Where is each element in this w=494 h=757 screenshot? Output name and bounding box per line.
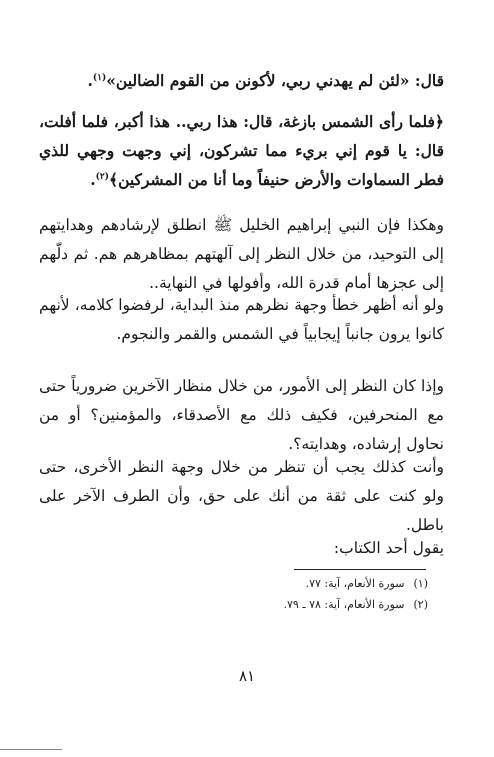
footnote-2 xyxy=(284,595,428,615)
footnote-number: (١) xyxy=(413,577,428,590)
footnote-number: (٢) xyxy=(413,598,428,611)
quote-tail: . xyxy=(87,71,93,90)
paragraph-body-3: وإذا كان النظر إلى الأمور، من خلال منظار الآخرين ضرورياً حتى مع المنحرفين، فكيف ذلك مع الأصدقاء، والمؤمنين؟ أو من نحاول إرشاده، وهدايته؟. xyxy=(39,377,444,453)
quote-text: قال: «لئن لم يهدني ربي، لأكونن من القوم الضالين» xyxy=(106,71,444,90)
verse-text: ﴿فلما رأى الشمس بازغة، قال: هذا ربي.. هذا أكبر، فلما أفلت، قال: يا قوم إني بريء مما تشركون، إني وجهت وجهي للذي فطر السماوات والأرض حنيفاً وما أنا من المشركين﴾ xyxy=(39,112,444,189)
paragraph-body-5: يقول أحد الكتاب: xyxy=(333,539,444,557)
footnote-ref: (٢) xyxy=(95,171,109,182)
paragraph-body-4: وأنت كذلك يجب أن تنظر من خلال وجهة النظر الأخرى، حتى ولو كنت على ثقة من أنك على حق، وأن الطرف الآخر على باطل. xyxy=(39,458,444,534)
footnote-text: سورة الأنعام، آية: ٧٧. xyxy=(305,577,405,590)
footnote-text: سورة الأنعام، آية: ٧٨ ـ ٧٩. xyxy=(283,598,405,611)
page-number: ٨١ xyxy=(238,667,256,685)
bottom-rule xyxy=(0,749,62,750)
verse-tail: . xyxy=(90,170,96,189)
paragraph-quran-verse xyxy=(39,107,444,194)
footnote-divider xyxy=(294,569,426,570)
paragraph-body-1: وهكذا فإن النبي إبراهيم الخليل ﷺ انطلق لإرشادهم وهدايتهم إلى التوحيد، من خلال النظر إلى آلهتهم بمظاهرهم هم. ثم دلّهم إلى عجزها أمام قدرة الله، وأفولها في النهاية.. xyxy=(39,216,444,292)
paragraph-quote-1 xyxy=(39,66,444,95)
footnote-1 xyxy=(306,574,428,594)
footnote-ref: (١) xyxy=(92,72,107,83)
paragraph-body-2: ولو أنه أظهر خطأ وجهة نظرهم منذ البداية، لرفضوا كلامه، لأنهم كانوا يرون جانباً إيجابياً في الشمس والقمر والنجوم. xyxy=(39,296,444,343)
